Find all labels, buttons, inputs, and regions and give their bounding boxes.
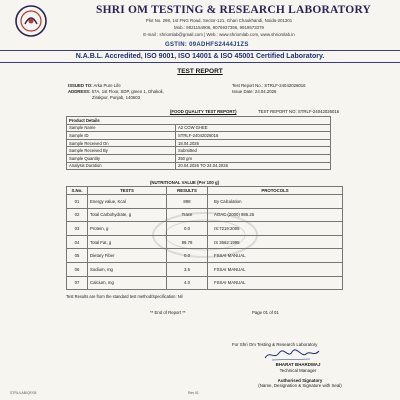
footer-form-code: STRL/LAB/QF/05 — [10, 391, 37, 395]
test-result: Trace — [167, 208, 208, 222]
accreditation-banner: N.A.B.L. Accredited, ISO 9001, ISO 14001 & ISO 45001 Certified Laboratory. — [0, 50, 400, 63]
product-details-header: Product Details — [67, 117, 331, 125]
table-row — [67, 222, 343, 236]
row-number: 02 — [67, 208, 88, 222]
test-protocol: AOAC (2000) 986.25 — [208, 208, 343, 222]
nutrition-table — [66, 186, 343, 290]
detail-key: Sample Received On — [67, 139, 176, 147]
authorised-signatory-subtitle: (Name, Designation & Signature with Seal) — [258, 383, 342, 389]
row-number: 07 — [67, 276, 88, 290]
table-row — [67, 117, 331, 125]
table-row — [67, 154, 331, 162]
page-number: Page 01 of 01 — [252, 310, 279, 315]
table-row — [67, 132, 331, 140]
address-line-1: 57A, 1st Floor, SDP, green 1, Dhakoli, — [91, 89, 164, 95]
authorised-signatory-block — [240, 378, 360, 389]
row-number: 01 — [67, 195, 88, 209]
row-number: 03 — [67, 222, 88, 236]
test-protocol: By Calculation — [208, 195, 343, 209]
letterhead — [0, 0, 400, 56]
col-header-sno: S.No. — [67, 187, 88, 195]
food-quality-title: (FOOD QUALITY TEST REPORT) — [170, 109, 237, 114]
nutrition-title: (NUTRITIONAL VALUE (Per 100 g) — [150, 180, 220, 185]
lab-email-web: E-mail : shriomlab@gmail.com | Web.: www.shriomlab.com, www.shriomlab.in — [143, 32, 295, 37]
report-number: Test Report No.: STRLF-24042026016 — [232, 83, 306, 88]
test-name: Calcium, mg — [88, 276, 167, 290]
table-row — [67, 162, 331, 170]
test-name: Total Fat, g — [88, 235, 167, 249]
detail-key: Sample Received By — [67, 147, 176, 155]
test-protocol: FSSAI MANUAL — [208, 249, 343, 263]
test-result: 0.0 — [167, 249, 208, 263]
row-number: 06 — [67, 262, 88, 276]
table-row — [67, 235, 343, 249]
test-name: Total Carbohydrate, g — [88, 208, 167, 222]
issued-to-value: Arka Pure Life — [93, 83, 121, 88]
detail-value: Submitted — [176, 147, 331, 155]
test-result: 898 — [167, 195, 208, 209]
lab-logo-icon — [14, 4, 48, 38]
table-row — [67, 262, 343, 276]
issue-date: Issue Date: 24.04.2026 — [232, 89, 277, 95]
table-row — [67, 276, 343, 290]
detail-key: Analysis Duration — [67, 162, 176, 170]
test-result: 3.5 — [167, 262, 208, 276]
test-result: 4.0 — [167, 276, 208, 290]
detail-key: Sample ID — [67, 132, 176, 140]
test-name: Energy value, Kcal — [88, 195, 167, 209]
authorised-signatory-title: Authorised Signatory — [277, 378, 323, 383]
detail-value: STRLF-24042026016 — [176, 132, 331, 140]
row-number: 05 — [67, 249, 88, 263]
address-line-2: Zirakpur, Punjab, 140603 — [92, 95, 141, 101]
signature-icon — [262, 348, 322, 362]
test-result: 0.0 — [167, 222, 208, 236]
test-protocol: IS 3562:1998 — [208, 235, 343, 249]
col-header-tests: TESTS — [88, 187, 167, 195]
table-row — [67, 147, 331, 155]
remark-text: Test Results are from the standard test method/Specification: Nil — [66, 294, 183, 299]
test-result: 99.78 — [167, 235, 208, 249]
table-row — [67, 208, 343, 222]
col-header-results: RESULTS — [167, 187, 208, 195]
row-number: 04 — [67, 235, 88, 249]
detail-value: 250 gm — [176, 154, 331, 162]
address-label: ADDRESS: — [68, 89, 91, 95]
end-of-report: ** End of Report ** — [150, 310, 186, 315]
gstin: GSTIN: 09ADHFS2444J1ZS — [165, 42, 249, 48]
lab-address: Plot No. 298, 1st FNG Road, Sector-121, Ghari Chaukhandi, Noida-201301 — [145, 18, 293, 23]
table-row — [67, 195, 343, 209]
test-name: Dietary Fiber — [88, 249, 167, 263]
product-details-table — [66, 116, 331, 170]
table-row — [67, 139, 331, 147]
detail-value: 18.04.2026 — [176, 139, 331, 147]
issued-to-block — [68, 83, 164, 102]
col-header-protocols: PROTOCOLS — [208, 187, 343, 195]
footer-revision: Rev 01 — [188, 391, 199, 395]
test-name: Protein, g — [88, 222, 167, 236]
signatory-block — [248, 362, 348, 373]
signatory-role: Technical Manager — [279, 367, 317, 373]
issued-to-label: ISSUED TO: — [68, 83, 93, 88]
lab-name: SHRI OM TESTING & RESEARCH LABORATORY — [96, 4, 372, 16]
test-report-number: TEST REPORT NO: STRLF-24042026016 — [258, 109, 340, 114]
table-header-row — [67, 187, 343, 195]
detail-key: Sample Quantity — [67, 154, 176, 162]
table-row — [67, 249, 343, 263]
detail-value: A2 COW GHEE — [176, 124, 331, 132]
report-meta — [232, 83, 306, 95]
table-row — [67, 124, 331, 132]
document-title: TEST REPORT — [177, 68, 223, 75]
signatory-name: BHARAT BHARDWAJ — [275, 362, 321, 367]
for-lab-text: For Shri Om Testing & Research Laboratory — [232, 342, 318, 347]
test-protocol: FSSAI MANUAL — [208, 276, 343, 290]
detail-key: Sample Name — [67, 124, 176, 132]
detail-value: 20.04.2026 TO 24.04.2026 — [176, 162, 331, 170]
test-protocol: FSSAI MANUAL — [208, 262, 343, 276]
test-protocol: IS:7219:2005 — [208, 222, 343, 236]
lab-contact: Mob.: 9821154906, 9076937396, 9919573379 — [173, 25, 264, 30]
test-name: Sodium, mg — [88, 262, 167, 276]
